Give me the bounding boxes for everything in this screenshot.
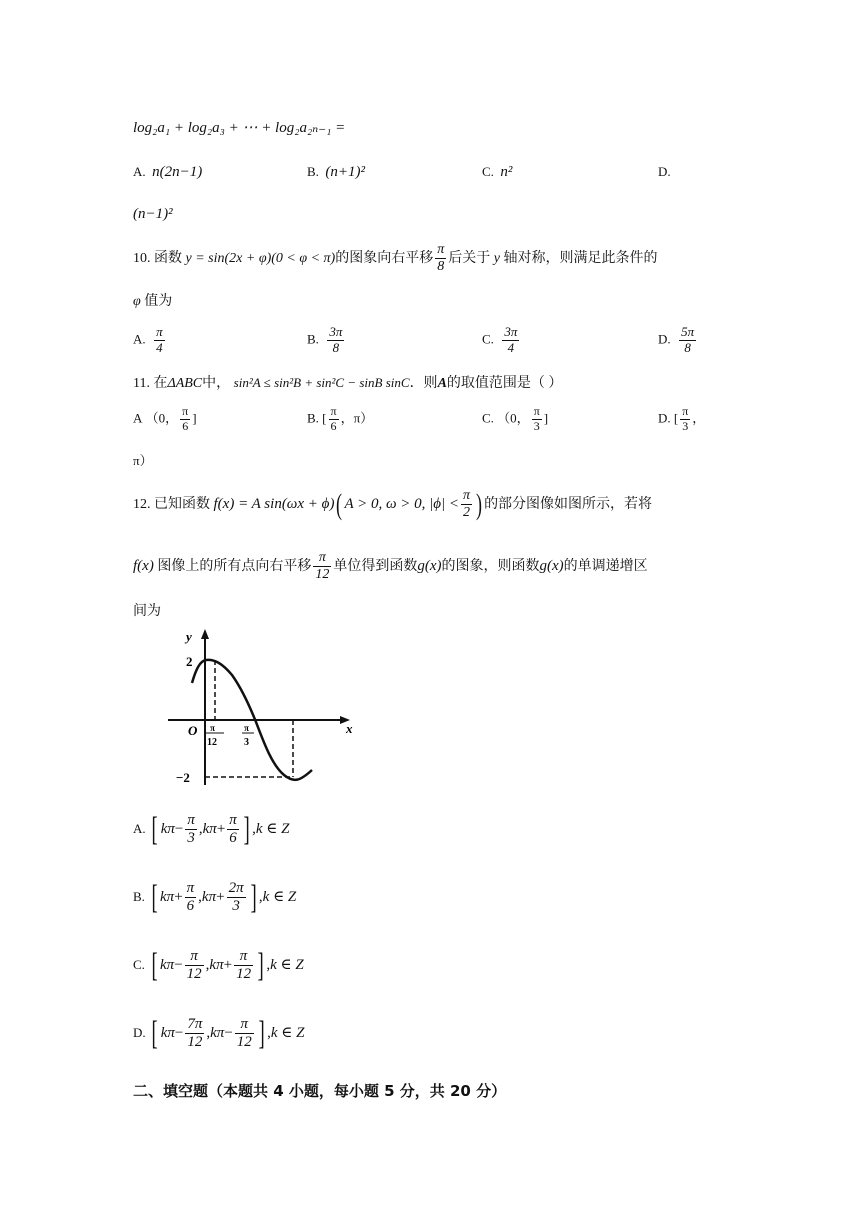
variable: y [493, 250, 500, 266]
question-number: 12. [133, 496, 151, 512]
q12-option-b: B. [ kπ+ $\frac{\pi}{6}$ ,kπ+ $\frac{2\pi}{3}$ ] ,k ∈ Z [133, 878, 297, 916]
formula: g(x) [417, 557, 442, 574]
q11-option-b: B. [ $\frac{\pi}{6}$ ，π） [307, 404, 374, 433]
option-text: n² [500, 164, 513, 180]
option-text: n(2n−1) [152, 164, 203, 180]
q9-option-d-text: (n−1)² [133, 206, 173, 222]
variable: φ [133, 294, 141, 309]
q11-option-a: A （0， $\frac{\pi}{6}$ ] [133, 404, 197, 433]
formula: sin²A ≤ sin²B + sin²C − sinB sinC [233, 375, 410, 390]
origin-label: O [188, 723, 198, 738]
q9-option-d-label: D. [658, 164, 671, 179]
q12-stem-line3: 间为 [133, 604, 161, 619]
formula: g(x) [539, 557, 564, 574]
q9-option-c [482, 164, 512, 181]
q10-stem [133, 242, 657, 275]
q12-stem-line2: f(x) 图像上的所有点向右平移 $\frac{\pi}{12}$ 单位得到函数g(x)的图象，则函数g(x)的单调递增区 [133, 550, 648, 583]
text: 函数 [154, 250, 182, 266]
text: 的图象向右平移 [335, 250, 434, 266]
q10-option-b: B. $\frac{3\pi}{8}$ [307, 324, 343, 355]
formula: f(x) [133, 557, 154, 574]
y-axis-label: y [186, 629, 192, 644]
q10-option-a: A. $\frac{\pi}{4}$ [133, 324, 163, 355]
x-tick1-den: 12 [207, 737, 217, 748]
y-axis-arrow [201, 629, 209, 639]
sine-graph [160, 625, 360, 795]
question-number: 11. [133, 376, 150, 391]
q11-option-d-tail: π） [133, 453, 153, 468]
condition: A > 0, ω > 0, |ϕ| < [344, 495, 460, 512]
q9-expression: log₂a₁ + log₂a₃ + ⋯ + log₂a₂ₙ₋₁ = [133, 120, 346, 136]
q10-option-d: D. $\frac{5\pi}{8}$ [658, 324, 695, 355]
option-label: A. [133, 164, 146, 179]
text: 值为 [144, 294, 173, 309]
q10-stem-line2 [133, 290, 172, 310]
q12-option-d: D. [ kπ− $\frac{7\pi}{12}$ ,kπ− $\frac{\pi}{12}$ ] ,k ∈ Z [133, 1014, 305, 1052]
fraction: $\frac{\pi}{8}$ [437, 242, 445, 275]
y-max-label: 2 [186, 654, 193, 669]
q12-stem: 12. 已知函数 f(x) = A sin(ωx + ϕ)( A > 0, ω > 0, |ϕ| < $\frac{\pi}{2}$ ) 的部分图像如图所示，若将 [133, 487, 653, 521]
formula: f(x) = A sin(ωx + ϕ) [213, 495, 335, 512]
q10-option-c: C. $\frac{3\pi}{4}$ [482, 324, 518, 355]
x-tick1-num: π [210, 723, 215, 733]
q9-option-a [133, 164, 202, 181]
text: 轴对称，则满足此条件的 [503, 250, 658, 266]
x-axis-label: x [346, 721, 353, 736]
q11-option-d: D. [ $\frac{\pi}{3}$ ， [658, 404, 706, 433]
question-number: 10. [133, 250, 151, 266]
x-tick2-den: 3 [244, 737, 249, 748]
q9-option-b [307, 164, 365, 181]
q12-option-c: C. [ kπ− $\frac{\pi}{12}$ ,kπ+ $\frac{\pi}{12}$ ] ,k ∈ Z [133, 946, 304, 984]
option-text: (n+1)² [325, 164, 366, 180]
triangle-symbol: ΔABC [167, 376, 203, 391]
q11-stem: 11. 在ΔABC中， sin²A ≤ sin²B + sin²C − sinB sinC．则A的取值范围是（ ） [133, 375, 563, 391]
option-label: B. [307, 164, 319, 179]
formula: y = sin(2x + φ)(0 < φ < π) [185, 250, 336, 266]
y-min-label: −2 [176, 770, 190, 785]
section-heading: 二、填空题（本题共 4 小题，每小题 5 分，共 20 分） [133, 1082, 507, 1100]
text: 后关于 [448, 250, 491, 266]
option-label: C. [482, 164, 494, 179]
q12-option-a: A. [ kπ− $\frac{\pi}{3}$ ,kπ+ $\frac{\pi}{6}$ ] ,k ∈ Z [133, 810, 290, 848]
x-tick2-num: π [244, 723, 249, 733]
variable: A [437, 376, 447, 391]
q11-option-c: C. （0， $\frac{\pi}{3}$ ] [482, 404, 549, 433]
